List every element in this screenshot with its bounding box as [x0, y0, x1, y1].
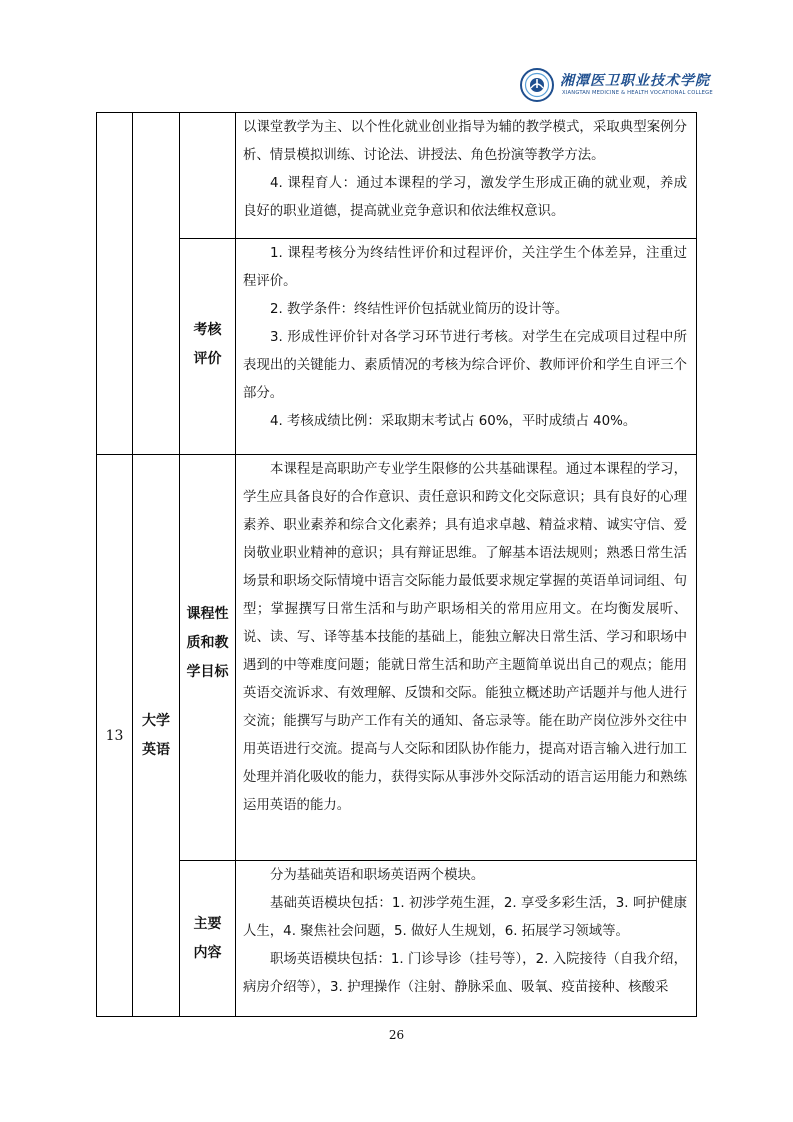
- assessment-item-1: 1. 课程考核分为终结性评价和过程评价，关注学生个体差异，注重过程评价。: [243, 246, 687, 289]
- content-text: [243, 862, 687, 1002]
- assessment-item-3: 3. 形成性评价针对各学习环节进行考核。对学生在完成项目过程中所表现出的关键能力、素质情况的考核为综合评价、教师评价和学生自评三个部分。: [243, 330, 687, 401]
- content-overview: 分为基础英语和职场英语两个模块。: [270, 868, 485, 883]
- college-name-en: XIANGTAN MEDICINE & HEALTH VOCATIONAL COLLEGE: [562, 90, 713, 96]
- workplace-english-module: 职场英语模块包括：1. 门诊导诊（挂号等），2. 入院接待（自我介绍，病房介绍等），3. 护理操作（注射、静脉采血、吸氧、疫苗接种、核酸采: [243, 952, 687, 995]
- content-label: 主要 内容: [193, 916, 222, 961]
- assessment-item-2: 2. 教学条件：终结性评价包括就业简历的设计等。: [270, 302, 569, 317]
- continued-teaching-methods: [243, 114, 687, 226]
- course-name: 大学 英语: [142, 713, 170, 758]
- objectives-label: 课程性 质和教 学目标: [186, 606, 229, 680]
- course-ideology-paragraph: 4. 课程育人：通过本课程的学习，激发学生形成正确的就业观，养成良好的职业道德，提高就业竞争意识和依法维权意识。: [243, 176, 687, 219]
- teaching-methods-paragraph: 以课堂教学为主、以个性化就业创业指导为辅的教学模式，采取典型案例分析、情景模拟训练、讨论法、讲授法、角色扮演等教学方法。: [243, 120, 687, 163]
- assessment-item-4: 4. 考核成绩比例：采取期末考试占 60%，平时成绩占 40%。: [270, 414, 637, 429]
- objectives-paragraph: 本课程是高职助产专业学生限修的公共基础课程。通过本课程的学习，学生应具备良好的合作意识、责任意识和跨文化交际意识；具有良好的心理素养、职业素养和综合文化素养；具有追求卓越、精益求精、诚实守信、爱岗敬业职业精神的意识；具有辩证思维。了解基本语法规则；熟悉日常生活场景和职场交际情境中语言交际能力最低要求规定掌握的英语单词词组、句型；掌握撰写日常生活和与助产职场相关的常用应用文。在均衡发展听、说、读、写、译等基本技能的基础上，能独立解决日常生活、学习和职场中遇到的中等难度问题；能就日常生活和助产主题简单说出自己的观点；能用英语交流诉求、有效理解、反馈和交际。能独立概述助产话题并与他人进行交流；能撰写与助产工作有关的通知、备忘录等。能在助产岗位涉外交往中用英语进行交流。提高与人交际和团队协作能力，提高对语言输入进行加工处理并消化吸收的能力，获得实际从事涉外交际活动的语言运用能力和熟练运用英语的能力。: [243, 462, 687, 813]
- college-name-cn: 湘潭医卫职业技术学院: [560, 73, 710, 89]
- course-number: 13: [105, 728, 124, 744]
- assessment-label: 考核 评价: [193, 322, 222, 367]
- objectives-content: [243, 456, 687, 820]
- college-logo-icon: [520, 68, 554, 102]
- page-header: [520, 68, 713, 108]
- basic-english-module: 基础英语模块包括：1. 初涉学苑生涯，2. 享受多彩生活，3. 呵护健康人生，4. 聚焦社会问题，5. 做好人生规划，6. 拓展学习领域等。: [243, 896, 687, 939]
- assessment-content: [243, 240, 687, 436]
- page-number: 26: [388, 1028, 405, 1042]
